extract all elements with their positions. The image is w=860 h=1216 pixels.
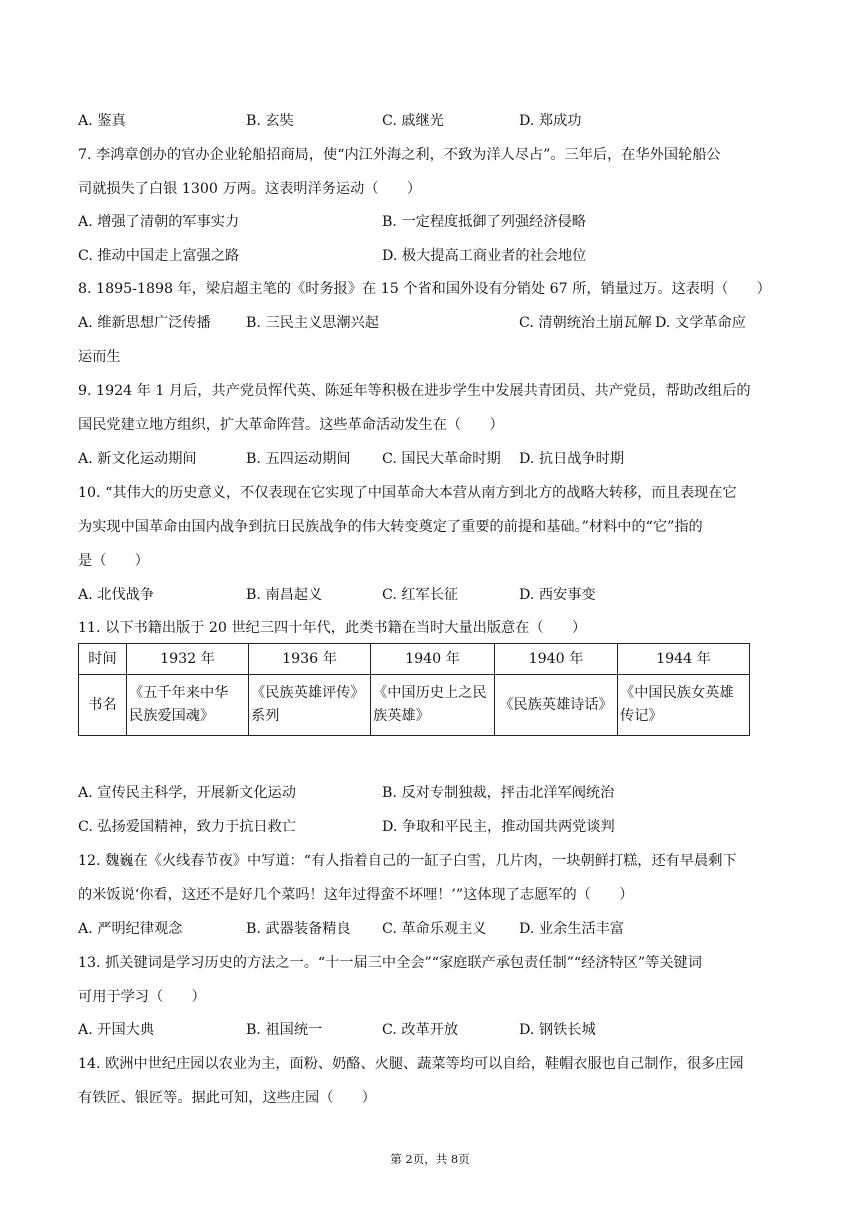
table-row bbox=[79, 675, 750, 736]
q9-option-c: C. 国民大革命时期 bbox=[382, 451, 501, 467]
book-title-line: 族英雄》 bbox=[373, 708, 430, 724]
q7-stem-line-1: 7. 李鸿章创办的官办企业轮船招商局，使“内江外海之利，不致为洋人尽占”。三年后，在华外国轮船公 bbox=[78, 147, 721, 163]
q11-books-table bbox=[78, 643, 750, 736]
book-title-line: 传记》 bbox=[620, 708, 663, 724]
table-year-cell: 1940 年 bbox=[495, 644, 618, 675]
q10-stem-line-1: 10. “其伟大的历史意义，不仅表现在它实现了中国革命大本营从南方到北方的战略大转移，而且表现在它 bbox=[78, 485, 737, 501]
table-year-cell: 1936 年 bbox=[249, 644, 371, 675]
q9-option-b: B. 五四运动期间 bbox=[246, 451, 351, 467]
q6-option-b: B. 玄奘 bbox=[246, 113, 294, 129]
table-row-label: 书名 bbox=[79, 675, 127, 736]
q8-option-d-wrap: 运而生 bbox=[78, 349, 121, 365]
q11-option-d: D. 争取和平民主，推动国共两党谈判 bbox=[382, 819, 615, 835]
q11-stem-line-1: 11. 以下书籍出版于 20 世纪三四十年代，此类书籍在当时大量出版意在（ ） bbox=[78, 620, 587, 636]
table-year-cell: 1932 年 bbox=[127, 644, 249, 675]
table-book-cell bbox=[249, 675, 371, 736]
q8-stem-line-1: 8. 1895-1898 年，梁启超主笔的《时务报》在 15 个省和国外设有分销处 67 所，销量过万。这表明（ ） bbox=[78, 281, 771, 297]
q12-option-a: A. 严明纪律观念 bbox=[78, 921, 183, 937]
q7-option-c: C. 推动中国走上富强之路 bbox=[78, 248, 240, 264]
table-header-label: 时间 bbox=[79, 644, 127, 675]
book-title-line: 民族爱国魂》 bbox=[129, 708, 215, 724]
q7-option-d: D. 极大提高工商业者的社会地位 bbox=[382, 248, 587, 264]
q13-stem-line-2: 可用于学习（ ） bbox=[78, 989, 206, 1005]
q8-option-d: D. 文学革命应 bbox=[655, 315, 746, 331]
q13-stem-line-1: 13. 抓关键词是学习历史的方法之一。“十一届三中全会”“家庭联产承包责任制”“经济特区”等关键词 bbox=[78, 955, 702, 971]
table-year-cell: 1944 年 bbox=[618, 644, 750, 675]
q13-option-d: D. 钢铁长城 bbox=[519, 1022, 596, 1038]
book-title-line: 《五千年来中华 bbox=[129, 685, 229, 701]
q9-option-a: A. 新文化运动期间 bbox=[78, 451, 197, 467]
q8-option-a: A. 维新思想广泛传播 bbox=[78, 315, 211, 331]
q10-option-d: D. 西安事变 bbox=[519, 587, 596, 603]
book-title-line: 《民族英雄诗话》 bbox=[499, 696, 613, 713]
q9-option-d: D. 抗日战争时期 bbox=[519, 451, 625, 467]
q10-stem-line-2: 为实现中国革命由国内战争到抗日民族战争的伟大转变奠定了重要的前提和基础。”材料中的“它”指的 bbox=[78, 519, 703, 535]
table-header-row bbox=[79, 644, 750, 675]
q12-stem-line-1: 12. 魏巍在《火线春节夜》中写道：“有人指着自己的一缸子白雪，几片肉，一块朝鲜打糕，还有早晨剩下 bbox=[78, 853, 737, 869]
q8-option-c: C. 清朝统治土崩瓦解 bbox=[519, 315, 652, 331]
table-book-cell bbox=[618, 675, 750, 736]
q6-option-d: D. 郑成功 bbox=[519, 113, 582, 129]
q7-option-b: B. 一定程度抵御了列强经济侵略 bbox=[382, 214, 586, 230]
table-book-cell bbox=[371, 675, 495, 736]
book-title-line: 《民族英雄评传》 bbox=[251, 685, 365, 701]
q11-option-b: B. 反对专制独裁，抨击北洋军阀统治 bbox=[382, 785, 615, 801]
book-title-line: 《中国民族女英雄 bbox=[620, 685, 734, 701]
q6-option-a: A. 鉴真 bbox=[78, 113, 126, 129]
q8-option-b: B. 三民主义思潮兴起 bbox=[246, 315, 379, 331]
q13-option-c: C. 改革开放 bbox=[382, 1022, 459, 1038]
q12-option-d: D. 业余生活丰富 bbox=[519, 921, 625, 937]
table-year-cell: 1940 年 bbox=[371, 644, 495, 675]
q13-option-a: A. 开国大典 bbox=[78, 1022, 155, 1038]
q6-option-c: C. 戚继光 bbox=[382, 113, 444, 129]
q10-option-c: C. 红军长征 bbox=[382, 587, 459, 603]
table-book-cell bbox=[127, 675, 249, 736]
q12-option-c: C. 革命乐观主义 bbox=[382, 921, 487, 937]
q10-option-a: A. 北伐战争 bbox=[78, 587, 155, 603]
page-footer: 第 2页，共 8页 bbox=[390, 1152, 470, 1166]
q10-option-b: B. 南昌起义 bbox=[246, 587, 323, 603]
table-book-cell bbox=[495, 675, 618, 736]
q10-stem-line-3: 是（ ） bbox=[78, 553, 149, 569]
book-title-line: 系列 bbox=[251, 708, 280, 724]
q9-stem-line-1: 9. 1924 年 1 月后，共产党员恽代英、陈延年等积极在进步学生中发展共青团员、共产党员，帮助改组后的 bbox=[78, 383, 751, 399]
q9-stem-line-2: 国民党建立地方组织，扩大革命阵营。这些革命活动发生在（ ） bbox=[78, 417, 504, 433]
q11-option-c: C. 弘扬爱国精神，致力于抗日救亡 bbox=[78, 819, 296, 835]
q7-stem-line-2: 司就损失了白银 1300 万两。这表明洋务运动（ ） bbox=[78, 181, 422, 197]
q13-option-b: B. 祖国统一 bbox=[246, 1022, 323, 1038]
book-title-line: 《中国历史上之民 bbox=[373, 685, 487, 701]
q12-stem-line-2: 的米饭说‘你看，这还不是好几个菜吗！这年过得蛮不坏哩！’”这体现了志愿军的（ ） bbox=[78, 887, 634, 903]
q12-option-b: B. 武器装备精良 bbox=[246, 921, 351, 937]
q14-stem-line-1: 14. 欧洲中世纪庄园以农业为主，面粉、奶酪、火腿、蔬菜等均可以自给，鞋帽衣服也自己制作，很多庄园 bbox=[78, 1056, 744, 1072]
q14-stem-line-2: 有铁匠、银匠等。据此可知，这些庄园（ ） bbox=[78, 1090, 376, 1106]
q11-option-a: A. 宣传民主科学，开展新文化运动 bbox=[78, 785, 296, 801]
q7-option-a: A. 增强了清朝的军事实力 bbox=[78, 214, 240, 230]
